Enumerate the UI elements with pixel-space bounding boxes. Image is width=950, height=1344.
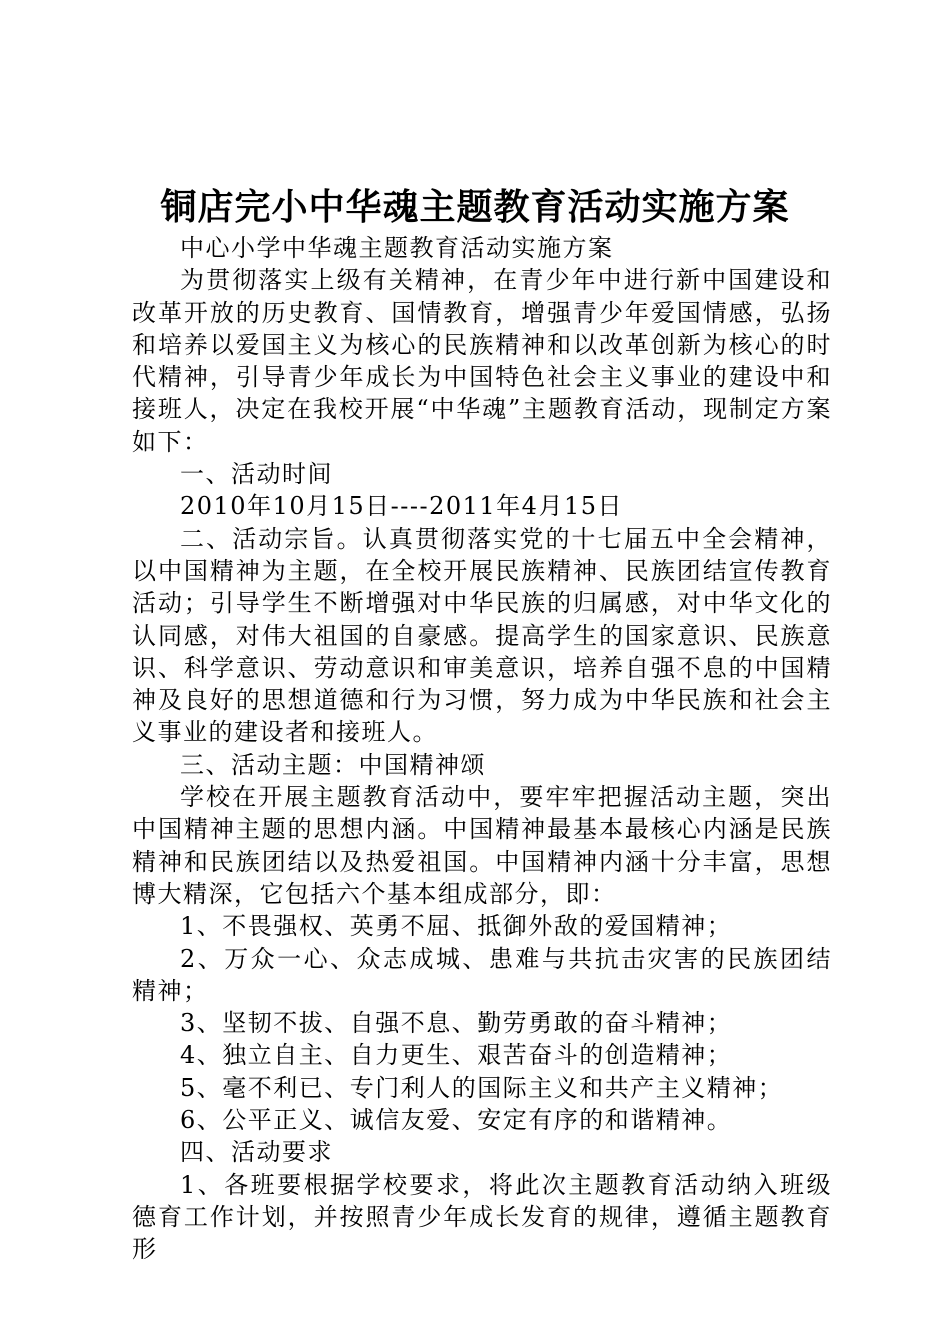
document-title: 铜店完小中华魂主题教育活动实施方案: [160, 187, 790, 228]
heading-activity-theme: 三、活动主题：中国精神颂: [180, 750, 486, 779]
paragraph-purpose: 二、活动宗旨。认真贯彻落实党的十七届五中全会精神，以中国精神为主题，在全校开展民族精神、民族团结宣传教育活动；引导学生不断增强对中华民族的归属感，对中华文化的认同感，对伟大祖国的自豪感。提高学生的国家意识、民族意识、科学意识、劳动意识和审美意识，培养自强不息的中国精神及良好的思想道德和行为习惯，努力成为中华民族和社会主义事业的建设者和接班人。: [132, 524, 832, 747]
list-item: 5、毫不利已、专门利人的国际主义和共产主义精神；: [180, 1073, 784, 1102]
list-item: 6、公平正义、诚信友爱、安定有序的和谐精神。: [180, 1106, 733, 1135]
paragraph-theme-detail: 学校在开展主题教育活动中，要牢牢把握活动主题，突出中国精神主题的思想内涵。中国精神最基本最核心内涵是民族精神和民族团结以及热爱祖国。中国精神内涵十分丰富，思想博大精深，它包括六个基本组成部分，即：: [132, 783, 832, 908]
list-item: 2、万众一心、众志成城、患难与共抗击灾害的民族团结精神；: [132, 944, 832, 1005]
heading-activity-requirements: 四、活动要求: [180, 1138, 333, 1167]
paragraph-date-range: 2010年10月15日----2011年4月15日: [180, 492, 623, 521]
paragraph-subtitle: 中心小学中华魂主题教育活动实施方案: [180, 234, 614, 262]
paragraph-requirement-1: 1、各班要根据学校要求，将此次主题教育活动纳入班级德育工作计划，并按照青少年成长发育的规律，遵循主题教育形: [132, 1170, 832, 1264]
list-item: 1、不畏强权、英勇不屈、抵御外敌的爱国精神；: [180, 912, 733, 941]
list-item: 4、独立自主、自力更生、艰苦奋斗的创造精神；: [180, 1041, 733, 1070]
heading-activity-time: 一、活动时间: [180, 460, 333, 489]
document-body: [132, 232, 832, 1266]
list-item: 3、坚韧不拔、自强不息、勤劳勇敢的奋斗精神；: [180, 1009, 733, 1038]
paragraph-intro: 为贯彻落实上级有关精神，在青少年中进行新中国建设和改革开放的历史教育、国情教育，增强青少年爱国情感，弘扬和培养以爱国主义为核心的民族精神和以改革创新为核心的时代精神，引导青少年成长为中国特色社会主义事业的建设中和接班人，决定在我校开展“中华魂”主题教育活动，现制定方案如下：: [132, 266, 832, 456]
